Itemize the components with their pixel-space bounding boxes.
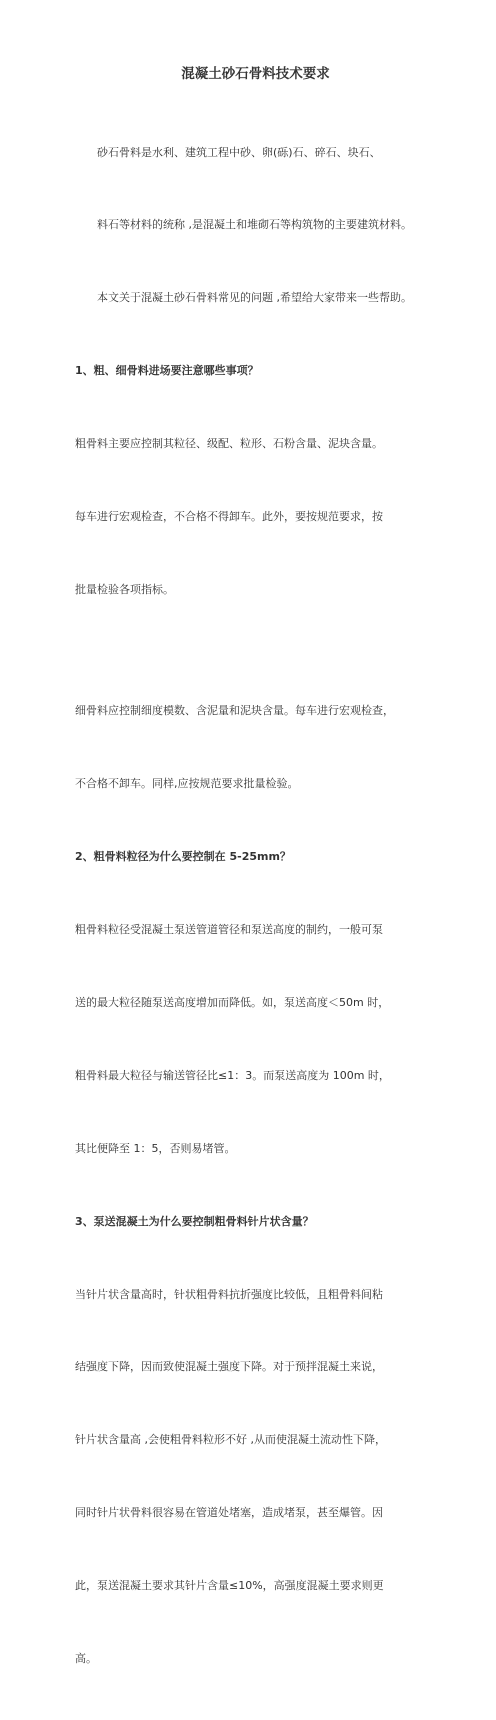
section-heading: 2、粗骨料粒径为什么要控制在 5-25mm？ <box>75 850 291 864</box>
text-line: 本文关于混凝土砂石骨料常见的问题 ,希望给大家带来一些帮助。 <box>97 291 412 305</box>
section-paragraph <box>75 651 436 845</box>
section-1 <box>75 359 436 845</box>
section-paragraph <box>75 870 436 1210</box>
text-line: 此，泵送混凝土要求其针片含量≤10%，高强度混凝土要求则更 <box>75 1579 384 1593</box>
text-line: 粗骨料主要应控制其粒径、级配、粒形、石粉含量、泥块含量。 <box>75 437 383 451</box>
document-title: 混凝土砂石骨料技术要求 <box>181 66 330 82</box>
text-line: 粗骨料最大粒径与输送管径比≤1：3。而泵送高度为 100m 时， <box>75 1068 390 1082</box>
text-line: 砂石骨料是水利、建筑工程中砂、卵(砾)石、碎石、块石、 <box>97 145 381 159</box>
section-2 <box>75 845 436 1209</box>
text-line: 针片状含量高 ,会使粗骨料粒形不好 ,从而使混凝土流动性下降， <box>75 1433 386 1447</box>
text-line: 结强度下降，因而致使混凝土强度下降。对于预拌混凝土来说， <box>75 1360 383 1374</box>
text-line: 送的最大粒径随泵送高度增加而降低。如，泵送高度＜50m 时， <box>75 995 390 1009</box>
section-heading: 1、粗、细骨料进场要注意哪些事项？ <box>75 364 259 378</box>
intro-paragraph <box>75 92 436 359</box>
section-3 <box>75 1210 436 1720</box>
text-line: 高。 <box>75 1652 97 1665</box>
section-paragraph <box>75 384 436 651</box>
section-heading: 3、泵送混凝土为什么要控制粗骨料针片状含量？ <box>75 1214 314 1228</box>
section-paragraph <box>75 1234 436 1720</box>
text-line: 料石等材料的统称 ,是混凝土和堆砌石等构筑物的主要建筑材料。 <box>97 218 412 232</box>
text-line: 批量检验各项指标。 <box>75 582 174 596</box>
text-line: 粗骨料粒径受混凝土泵送管道管径和泵送高度的制约，一般可泵 <box>75 923 383 937</box>
text-line: 细骨料应控制细度模数、含泥量和泥块含量。每车进行宏观检查， <box>75 704 394 718</box>
text-line: 其比便降至 1：5，否则易堵管。 <box>75 1141 236 1155</box>
text-line: 不合格不卸车。同样,应按规范要求批量检验。 <box>75 777 299 791</box>
text-line: 当针片状含量高时，针状粗骨料抗折强度比较低，且粗骨料间粘 <box>75 1287 383 1301</box>
text-line: 同时针片状骨料很容易在管道处堵塞，造成堵泵，甚至爆管。因 <box>75 1506 383 1520</box>
text-line: 每车进行宏观检查，不合格不得卸车。此外，要按规范要求，按 <box>75 510 383 524</box>
